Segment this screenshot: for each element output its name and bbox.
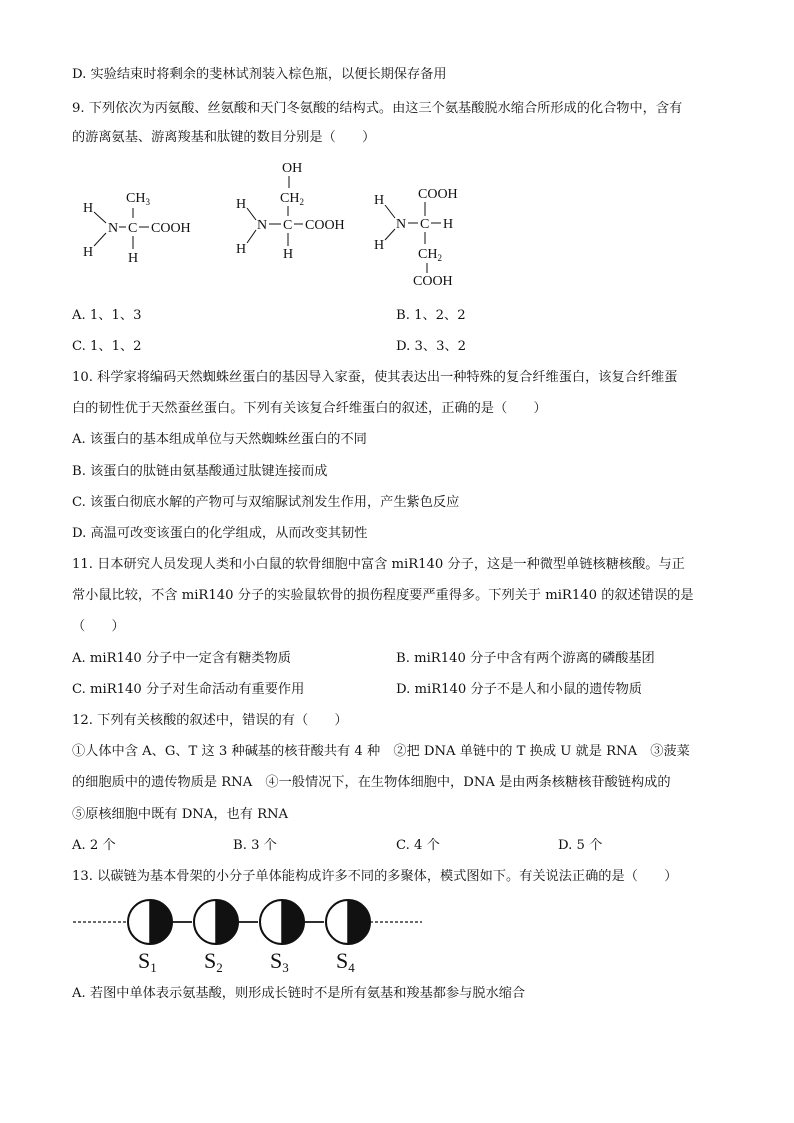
- q9-option-a: A. 1、1、3: [72, 308, 142, 323]
- n-atom: N: [257, 218, 268, 233]
- alanine-structure: [83, 191, 191, 266]
- cooh-group: COOH: [305, 218, 345, 233]
- n-atom: N: [108, 221, 119, 236]
- q11-stem-line3: （ ）: [72, 619, 125, 634]
- q12-body-line1: ①人体中含 A、G、T 这 3 种碱基的核苷酸共有 4 种 ②把 DNA 单链中的 T 换成 U 就是 RNA ③菠菜: [72, 744, 690, 759]
- q8-option-d: D. 实验结束时将剩余的斐林试剂装入棕色瓶，以便长期保存备用: [72, 67, 447, 82]
- monomer-circle: [128, 900, 172, 944]
- ch2-group: $CH_2$: [418, 247, 442, 263]
- q9-option-b: B. 1、2、2: [396, 308, 466, 323]
- q11-stem-line2: 常小鼠比较，不含 miR140 分子的实验鼠软骨的损伤程度要严重得多。下列关于 miR140 的叙述错误的是: [72, 588, 694, 603]
- q10-option-d: D. 高温可改变该蛋白的化学组成，从而改变其韧性: [72, 526, 368, 541]
- h-atom: H: [83, 201, 94, 216]
- c-atom: C: [283, 218, 293, 233]
- h-atom: H: [128, 251, 139, 266]
- h-atom: H: [374, 238, 385, 253]
- h-atom: H: [236, 242, 247, 257]
- q11-stem-line1: 11. 日本研究人员发现人类和小白鼠的软骨细胞中富含 miR140 分子，这是一种微型单链核糖核酸。与正: [72, 557, 685, 572]
- cooh-group: COOH: [418, 187, 458, 202]
- q10-option-b: B. 该蛋白的肽链由氨基酸通过肽键连接而成: [72, 464, 328, 479]
- q12-body-line2: 的细胞质中的遗传物质是 RNA ④一般情况下，在生物体细胞中，DNA 是由两条核糖核苷酸链构成的: [72, 775, 671, 790]
- q11-option-d: D. miR140 分子不是人和小鼠的遗传物质: [396, 682, 642, 697]
- q9-stem-line2: 的游离氨基、游离羧基和肽键的数目分别是（ ）: [72, 130, 376, 145]
- serine-structure: [236, 161, 345, 262]
- q10-option-a: A. 该蛋白的基本组成单位与天然蜘蛛丝蛋白的不同: [72, 432, 367, 447]
- q12-stem: 12. 下列有关核酸的叙述中，错误的有（ ）: [72, 713, 348, 728]
- q11-option-b: B. miR140 分子中含有两个游离的磷酸基团: [396, 651, 655, 666]
- q13-option-a: A. 若图中单体表示氨基酸，则形成长链时不是所有氨基和羧基都参与脱水缩合: [72, 986, 526, 1001]
- ch2-group: $CH_2$: [280, 191, 304, 207]
- q12-option-d: D. 5 个: [558, 838, 603, 853]
- monomer-circle: [194, 900, 238, 944]
- q10-stem-line2: 白的韧性优于天然蚕丝蛋白。下列有关该复合纤维蛋白的叙述，正确的是（ ）: [72, 401, 547, 416]
- monomer-label-s3: S3: [270, 948, 289, 975]
- monomer-circle: [260, 900, 304, 944]
- h-atom: H: [83, 245, 94, 260]
- q13-stem: 13. 以碳链为基本骨架的小分子单体能构成许多不同的多聚体，模式图如下。有关说法正确的是（ ）: [72, 869, 678, 884]
- cooh-group: COOH: [151, 221, 191, 236]
- c-atom: C: [128, 221, 138, 236]
- q12-option-a: A. 2 个: [72, 838, 116, 853]
- h-atom: H: [374, 193, 385, 208]
- q12-option-c: C. 4 个: [396, 838, 440, 853]
- monomer-label-s4: S4: [336, 948, 355, 975]
- q9-option-d: D. 3、3、2: [396, 339, 467, 354]
- q9-stem-line1: 9. 下列依次为丙氨酸、丝氨酸和天门冬氨酸的结构式。由这三个氨基酸脱水缩合所形成的化合物中，含有: [72, 101, 683, 116]
- q10-stem-line1: 10. 科学家将编码天然蜘蛛丝蛋白的基因导入家蚕，使其表达出一种特殊的复合纤维蛋白，该复合纤维蛋: [72, 370, 678, 385]
- ch3-group: $CH_3$: [126, 191, 150, 207]
- q11-option-a: A. miR140 分子中一定含有糖类物质: [72, 651, 291, 666]
- q13-polymer-diagram: [0, 890, 794, 980]
- q9-structural-formulas: [0, 150, 794, 295]
- monomer-label-s1: S1: [138, 948, 157, 975]
- aspartic-acid-structure: [374, 187, 458, 289]
- n-atom: N: [396, 217, 407, 232]
- q12-body-line3: ⑤原核细胞中既有 DNA，也有 RNA: [72, 807, 289, 822]
- q9-option-c: C. 1、1、2: [72, 339, 142, 354]
- h-atom: H: [283, 247, 294, 262]
- monomer-circle: [326, 900, 370, 944]
- c-atom: C: [420, 217, 430, 232]
- monomer-label-s2: S2: [204, 948, 223, 975]
- h-atom: H: [443, 217, 454, 232]
- h-atom: H: [236, 197, 247, 212]
- q11-option-c: C. miR140 分子对生命活动有重要作用: [72, 682, 305, 697]
- q10-option-c: C. 该蛋白彻底水解的产物可与双缩脲试剂发生作用，产生紫色反应: [72, 495, 460, 510]
- oh-group: OH: [282, 161, 303, 176]
- q12-option-b: B. 3 个: [233, 838, 277, 853]
- cooh-group: COOH: [413, 274, 453, 289]
